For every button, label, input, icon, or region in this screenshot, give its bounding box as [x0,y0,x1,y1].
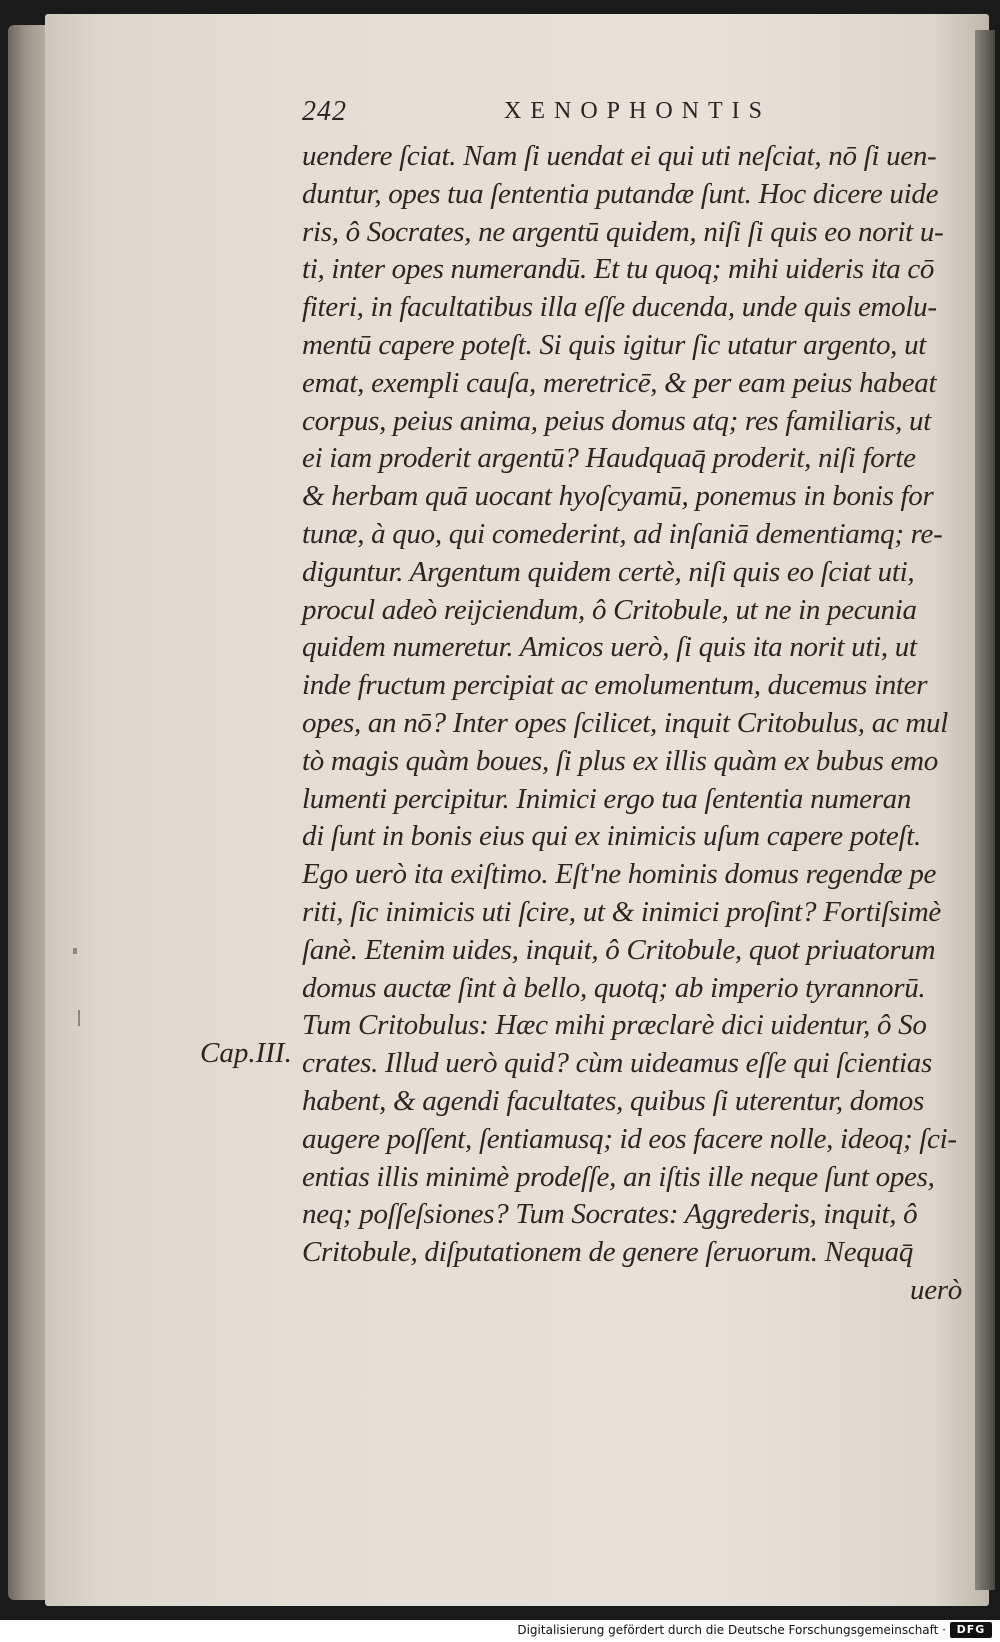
text-line: di ſunt in bonis eius qui ex inimicis uſum capere poteſt. [302,820,921,853]
margin-note: Cap.III. [200,1037,292,1069]
text-line: Critobule, diſputationem de genere ſeruorum. Nequaq̄ [302,1236,914,1269]
text-line: mentū capere poteſt. Si quis igitur ſic utatur argento, ut [302,328,927,361]
text-line: tunæ, à quo, qui comederint, ad inſaniā dementiamq; re- [302,517,943,550]
text-line: procul adeò reijciendum, ô Critobule, ut ne in pecunia [302,593,917,626]
margin-mark [73,948,77,954]
text-line: corpus, peius anima, peius domus atq; res familiaris, ut [302,404,931,437]
text-line: opes, an nō? Inter opes ſcilicet, inquit Critobulus, ac mul [302,706,949,739]
text-line: entias illis minimè prodeſſe, an iſtis ille neque ſunt opes, [302,1160,935,1193]
running-head: XENOPHONTIS [504,98,771,124]
text-line: & herbam quā uocant hyoſcyamū, ponemus in bonis for [302,480,934,513]
text-line: quidem numeretur. Amicos uerò, ſi quis ita norit uti, ut [302,631,917,664]
text-line: neq; poſſeſsiones? Tum Socrates: Aggrederis, inquit, ô [302,1198,918,1231]
text-line: ti, inter opes numerandū. Et tu quoq; mihi uideris ita cō [302,253,935,286]
dfg-logo: DFG [950,1622,992,1638]
text-line: emat, exempli cauſa, meretricē, & per eam peius habeat [302,366,937,399]
text-line: diguntur. Argentum quidem certè, niſi quis eo ſciat uti, [302,555,915,588]
text-line: domus auctæ ſint à bello, quotq; ab imperio tyrannorū. [302,971,926,1004]
body-text [302,138,982,1310]
text-line: Tum Critobulus: Hæc mihi præclarè dici uidentur, ô So [302,1009,927,1042]
text-line: ris, ô Socrates, ne argentū quidem, niſi ſi quis eo norit u- [302,215,944,248]
text-line: lumenti percipitur. Inimici ergo tua ſententia numeran [302,782,912,815]
footer-bar [0,1620,1000,1642]
margin-mark [78,1010,80,1026]
text-line: crates. Illud uerò quid? cùm uideamus eſſe qui ſcientias [302,1047,932,1080]
text-line: tò magis quàm boues, ſi plus ex illis quàm ex bubus emo [302,744,938,777]
text-line: uendere ſciat. Nam ſi uendat ei qui uti neſciat, nō ſi uen- [302,140,937,172]
page-header [302,92,962,132]
text-line: inde fructum percipiat ac emolumentum, ducemus inter [302,669,928,702]
text-line: duntur, opes tua ſententia putandæ ſunt. Hoc dicere uide [302,177,939,210]
text-line: habent, & agendi facultates, quibus ſi uterentur, domos [302,1084,924,1117]
funding-credit: Digitalisierung gefördert durch die Deutsche Forschungsgemeinschaft · [517,1623,946,1637]
text-line: ſanè. Etenim uides, inquit, ô Critobule, quot priuatorum [302,933,936,966]
text-line: ei iam proderit argentū? Haudquaq̄ proderit, niſi forte [302,442,916,475]
catchword: uerò [910,1273,962,1306]
text-line: riti, ſic inimicis uti ſcire, ut & inimici proſint? Fortiſsimè [302,895,941,928]
text-line: fiteri, in facultatibus illa eſſe ducenda, unde quis emolu- [302,291,937,324]
text-line: Ego uerò ita exiſtimo. Eſt'ne hominis domus regendæ pe [302,858,937,891]
text-line: augere poſſent, ſentiamusq; id eos facere nolle, ideoq; ſci- [302,1122,957,1155]
folio-number: 242 [302,96,347,127]
